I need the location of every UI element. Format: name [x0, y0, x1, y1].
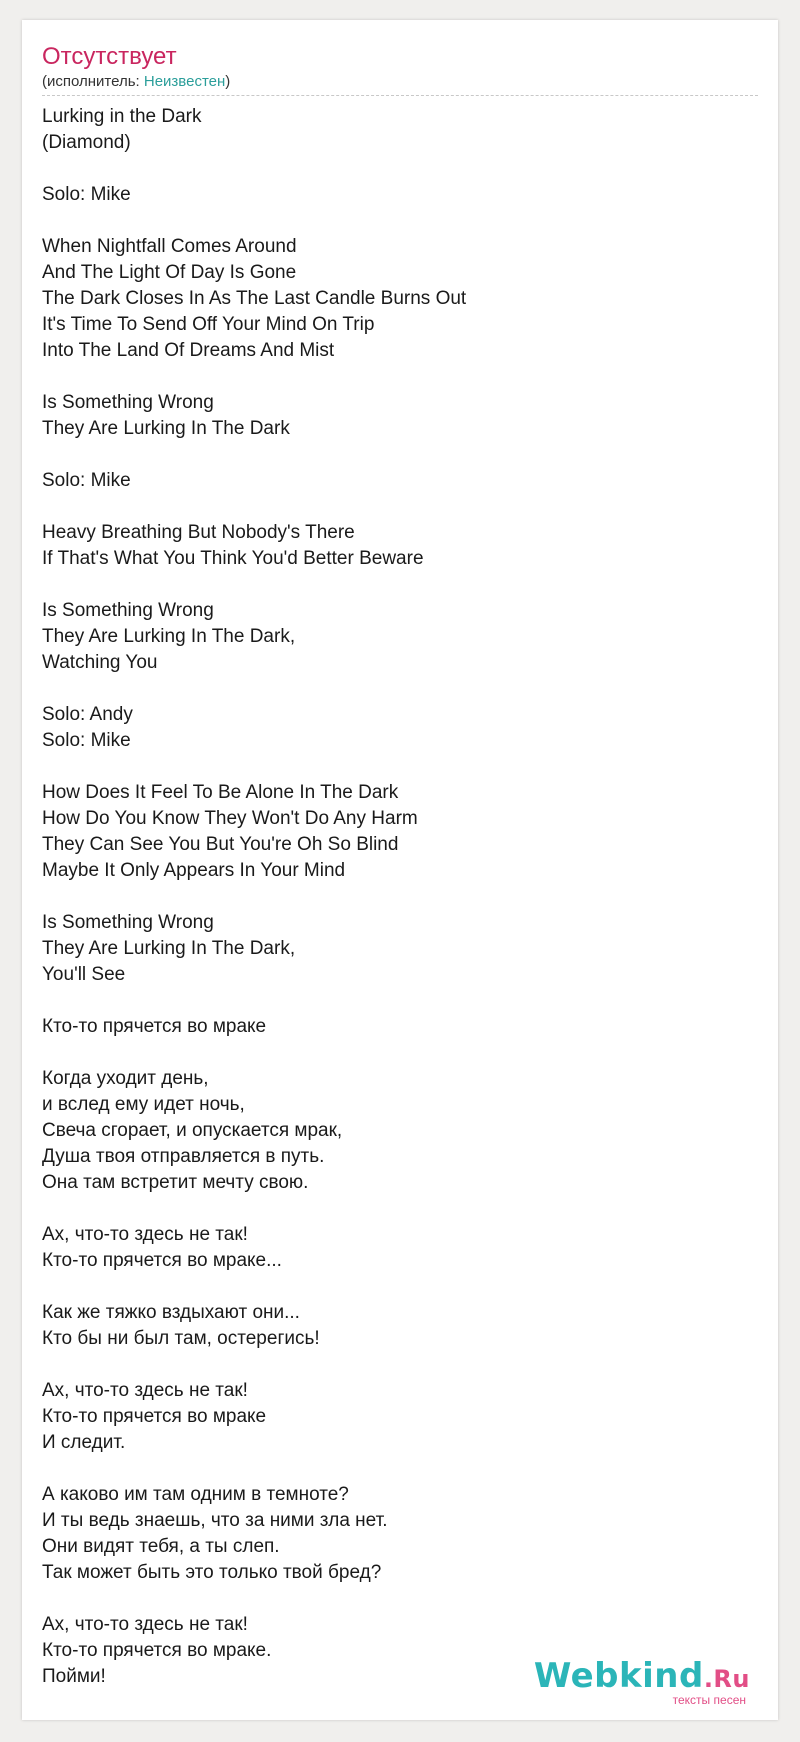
lyric-line: и вслед ему идет ночь,	[42, 1094, 245, 1115]
lyric-line: Is Something Wrong	[42, 600, 214, 621]
lyric-line: Она там встретит мечту свою.	[42, 1172, 309, 1193]
lyric-line: Into The Land Of Dreams And Mist	[42, 340, 335, 361]
lyric-line: И следит.	[42, 1432, 126, 1453]
lyric-blank-line	[42, 1040, 742, 1066]
lyric-blank-line	[42, 156, 742, 182]
lyric-blank-line	[42, 1456, 742, 1482]
lyric-line: Свеча сгорает, и опускается мрак,	[42, 1120, 343, 1141]
lyric-line: И ты ведь знаешь, что за ними зла нет.	[42, 1510, 388, 1531]
lyric-line: Ах, что-то здесь не так!	[42, 1614, 248, 1635]
lyric-blank-line	[42, 1274, 742, 1300]
lyric-line: Душа твоя отправляется в путь.	[42, 1146, 325, 1167]
lyric-line: А каково им там одним в темноте?	[42, 1484, 349, 1505]
lyric-blank-line	[42, 1196, 742, 1222]
lyric-line: They Are Lurking In The Dark	[42, 418, 290, 439]
lyric-blank-line	[42, 442, 742, 468]
lyric-line: (Diamond)	[42, 132, 131, 153]
lyric-blank-line	[42, 364, 742, 390]
lyric-blank-line	[42, 1586, 742, 1612]
lyrics-text	[42, 104, 742, 1690]
site-logo[interactable]	[534, 1658, 750, 1706]
lyric-blank-line	[42, 494, 742, 520]
lyric-blank-line	[42, 676, 742, 702]
lyric-line: Heavy Breathing But Nobody's There	[42, 522, 355, 543]
lyric-line: Ах, что-то здесь не так!	[42, 1224, 248, 1245]
lyric-line: Кто-то прячется во мраке.	[42, 1640, 272, 1661]
artist-link[interactable]: Неизвестен	[143, 73, 226, 90]
lyric-line: Solo: Mike	[42, 184, 131, 205]
lyric-line: Solo: Mike	[42, 730, 131, 751]
lyric-line: Пойми!	[42, 1666, 106, 1687]
lyric-line: Solo: Andy	[42, 704, 133, 725]
lyric-line: Как же тяжко вздыхают они...	[42, 1302, 300, 1323]
lyric-blank-line	[42, 208, 742, 234]
artist-prefix: (исполнитель:	[42, 73, 144, 90]
lyric-line: The Dark Closes In As The Last Candle Burns Out	[42, 288, 467, 309]
lyric-line: Ах, что-то здесь не так!	[42, 1380, 248, 1401]
lyric-blank-line	[42, 572, 742, 598]
lyric-blank-line	[42, 1352, 742, 1378]
lyric-blank-line	[42, 884, 742, 910]
lyric-line: Они видят тебя, а ты слеп.	[42, 1536, 280, 1557]
lyric-line: When Nightfall Comes Around	[42, 236, 297, 257]
lyric-blank-line	[42, 988, 742, 1014]
logo-main-text: Webkind	[533, 1656, 704, 1696]
lyric-blank-line	[42, 754, 742, 780]
artist-suffix: )	[225, 73, 231, 90]
lyric-line: Кто-то прячется во мраке...	[42, 1250, 282, 1271]
lyric-line: And The Light Of Day Is Gone	[42, 262, 297, 283]
lyric-line: Кто-то прячется во мраке	[42, 1406, 267, 1427]
lyric-line: Maybe It Only Appears In Your Mind	[42, 860, 346, 881]
artist-line	[42, 72, 230, 92]
logo-tld: .Ru	[703, 1665, 750, 1693]
header-divider	[42, 95, 758, 96]
lyric-line: How Do You Know They Won't Do Any Harm	[42, 808, 418, 829]
lyric-line: Кто-то прячется во мраке	[42, 1016, 267, 1037]
lyric-line: They Are Lurking In The Dark,	[42, 626, 296, 647]
lyric-line: It's Time To Send Off Your Mind On Trip	[42, 314, 375, 335]
lyric-line: You'll See	[42, 964, 126, 985]
lyric-line: How Does It Feel To Be Alone In The Dark	[42, 782, 399, 803]
lyric-line: They Are Lurking In The Dark,	[42, 938, 296, 959]
lyric-line: Watching You	[42, 652, 158, 673]
lyrics-page	[22, 20, 778, 1720]
lyric-line: Lurking in the Dark	[42, 106, 202, 127]
song-title: Отсутствует	[42, 43, 177, 70]
logo-wordmark	[534, 1658, 750, 1697]
lyric-line: Когда уходит день,	[42, 1068, 209, 1089]
lyric-line: Solo: Mike	[42, 470, 131, 491]
lyric-line: Is Something Wrong	[42, 912, 214, 933]
lyric-line: If That's What You Think You'd Better Beware	[42, 548, 424, 569]
lyric-line: Кто бы ни был там, остерегись!	[42, 1328, 320, 1349]
logo-subtitle: тексты песен	[672, 1693, 746, 1707]
lyric-line: Is Something Wrong	[42, 392, 214, 413]
lyric-line: Так может быть это только твой бред?	[42, 1562, 382, 1583]
lyric-line: They Can See You But You're Oh So Blind	[42, 834, 399, 855]
